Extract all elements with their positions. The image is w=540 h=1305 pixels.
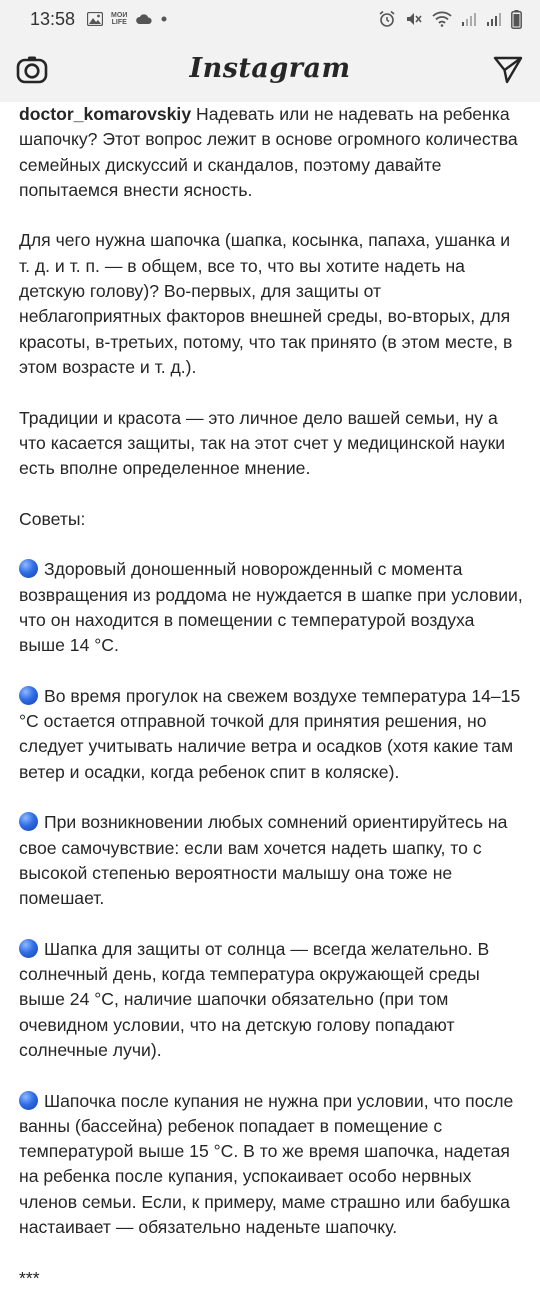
camera-button[interactable] — [14, 52, 50, 88]
cloud-icon — [135, 13, 153, 25]
caption-paragraph: Традиции и красота — это личное дело вашей семьи, ну а что касается защиты, так на этот счет у медицинской науки есть вполне определенное мнение. — [19, 407, 506, 479]
signal-1-icon — [461, 11, 477, 27]
instagram-logo: Instagram — [189, 53, 351, 84]
carrier-badge: МОИ LIFE — [111, 12, 128, 26]
status-time: 13:58 — [30, 8, 76, 29]
app-header — [0, 38, 540, 102]
wifi-icon — [432, 11, 452, 27]
notification-dot-icon — [161, 16, 167, 22]
gallery-icon — [87, 12, 103, 26]
tip-item: Здоровый доношенный новорожденный с момента возвращения из роддома не нуждается в шапке при условии, что он находится в помещении с температурой воздуха выше 14 °C. — [19, 559, 523, 656]
blue-circle-icon — [19, 686, 38, 705]
camera-icon — [16, 55, 48, 85]
paper-plane-icon — [493, 56, 523, 84]
mute-icon — [405, 10, 423, 28]
caption-intro — [19, 102, 524, 203]
post-username[interactable]: doctor_komarovskiy — [19, 104, 192, 124]
tip-item: Шапка для защиты от солнца — всегда желательно. В солнечный день, когда температура окружающей среды выше 24 °C, наличие шапочки обязательно (при том очевидном условии, что на детскую голову попадают солнечные лучи). — [19, 938, 490, 1060]
post-caption — [19, 102, 524, 1305]
blue-circle-icon — [19, 939, 38, 958]
tip-item: Во время прогулок на свежем воздухе температура 14–15 °C остается отправной точкой для принятия решения, но следует учитывать наличие ветра и осадков (хотя какие там ветер и осадки, когда ребенок спит в коляске). — [19, 685, 521, 782]
signal-2-icon — [486, 11, 502, 27]
caption-paragraph: Для чего нужна шапочка (шапка, косынка, папаха, ушанка и т. д. и т. п. — в общем, все то, что вы хотите надеть на детскую голову)? Во-первых, для защиты от неблагоприятных факторов внешней среды, во-вторых, для красоты, в-третьих, потому, что так принято (в этом месте, в этом возрасте и т. д.). — [19, 230, 513, 377]
tip-item: Шапочка после купания не нужна при условии, что после ванны (бассейна) ребенок попадает в помещение с температурой выше 15 °C. В то же время шапочка, надетая на ребенка после купания, успокаивает особо нервных членов семьи. Если, к примеру, маме страшно или бабушка настаивает — обязательно наденьте шапочку. — [19, 1090, 514, 1238]
blue-circle-icon — [19, 1091, 38, 1110]
tip-item: При возникновении любых сомнений ориентируйтесь на свое самочувствие: если вам хочется надеть шапку, то с высокой степенью вероятности малышу она тоже не помешает. — [19, 812, 508, 909]
section-separator: *** — [19, 1267, 40, 1288]
blue-circle-icon — [19, 559, 38, 578]
tips-heading: Советы: — [19, 508, 86, 529]
status-bar — [0, 0, 540, 38]
battery-icon — [511, 10, 522, 29]
direct-messages-button[interactable] — [490, 52, 526, 88]
blue-circle-icon — [19, 812, 38, 831]
caption-intro-text: Надевать или не надевать на ребенка шапочку? Этот вопрос лежит в основе огромного количества семейных дискуссий и скандалов, поэтому давайте попытаемся внести ясность. — [19, 104, 518, 200]
alarm-icon — [378, 10, 396, 28]
